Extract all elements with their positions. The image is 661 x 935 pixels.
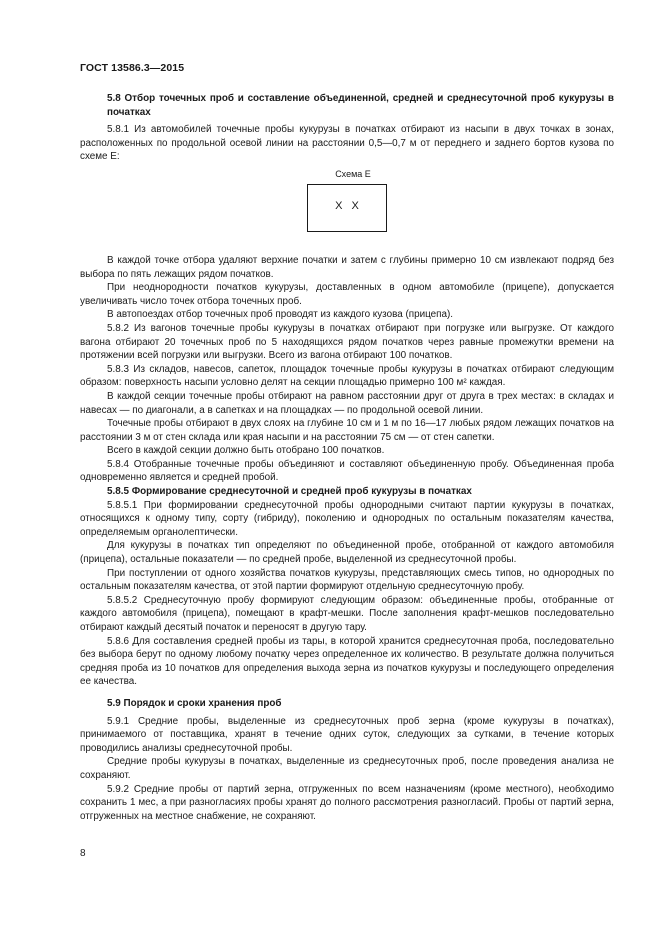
document-header: ГОСТ 13586.3—2015 [80, 62, 185, 74]
section-5-8-title: 5.8 Отбор точечных проб и составление объединенной, средней и среднесуточной проб кукурузы в початках [107, 93, 614, 118]
paragraph-5-8-5-1: 5.8.5.1 При формировании среднесуточной пробы однородными считают партии кукурузы в початках, относящихся к одному типу, сорту (гибриду), поколению и однородных по остальным показателям качества, определяемым органолептически. [80, 499, 614, 538]
paragraph-5-8-5-2: 5.8.5.2 Среднесуточную пробу формируют следующим образом: объединенные пробы, отобранные от каждого автомобиля (прицепа), помещают в крафт-мешки. После заполнения крафт-мешков последовательно отбирают каждый десятый початок и переносят в другую тару. [80, 594, 614, 633]
paragraph: Всего в каждой секции должно быть отобрано 100 початков. [107, 445, 385, 457]
paragraph-5-8-2: 5.8.2 Из вагонов точечные пробы кукурузы в початках отбирают при погрузке или выгрузке. От каждого вагона отбирают 20 точечных проб по 5 находящихся рядом початков через равные промежутки времени на протяжении всей погрузки или выгрузки. Всего из вагона отбирают 100 початков. [80, 322, 614, 362]
scheme-e [80, 168, 614, 246]
paragraph: В каждой секции точечные пробы отбирают на равном расстоянии друг от друга в трех местах: в складах и навесах — по диагонали, а в сапетках и на площадках — по продольной осевой линии. [80, 390, 614, 416]
paragraph: Для кукурузы в початках тип определяют по объединенной пробе, отобранной от каждого автомобиля (прицепа), остальные показатели — по средней пробе, выделенной из среднесуточной пробы. [80, 540, 614, 566]
paragraph-5-8-1: 5.8.1 Из автомобилей точечные пробы кукурузы в початках отбирают из насыпи в двух точках в зонах, расположенных по продольной осевой линии на расстоянии 0,5—0,7 м от переднего и заднего бортов кузова по схеме Е: [80, 124, 614, 163]
paragraph: Средние пробы кукурузы в початках, выделенные из среднесуточных проб, после проведения анализа не сохраняют. [80, 756, 614, 781]
paragraph-5-8-4: 5.8.4 Отобранные точечные пробы объединяют и составляют объединенную пробу. Объединенная проба одновременно является и средней пробой. [80, 458, 614, 484]
scheme-label: Схема Е [335, 168, 371, 179]
paragraph-5-9-2: 5.9.2 Средние пробы от партий зерна, отгруженных по всем назначениям (кроме местного), необходимо сохранить 1 мес, а при разногласиях пробы хранят до полного рассмотрения разногласий. Пробы от партий зерна, отгруженных на местное снабжение, не сохраняют. [80, 783, 614, 822]
paragraph: При неоднородности початков кукурузы, доставленных в одном автомобиле (прицепе), допускается увеличивать число точек отбора точечных проб. [80, 282, 614, 307]
paragraph: Точечные пробы отбирают в двух слоях на глубине 10 см и 1 м по 16—17 любых рядом лежащих початков на расстоянии 3 м от стен склада или края насыпи и на расстоянии 75 см — от стен сапетки. [80, 418, 614, 443]
paragraph-5-8-6: 5.8.6 Для составления средней пробы из тары, в которой хранится среднесуточная проба, последовательно без выбора берут по одному любому початку через определенное их количество. В результате должна получиться средняя проба из 10 початков для определения выхода зерна из початков кукурузы и последующего определения ее качества. [80, 635, 614, 688]
paragraph: В каждой точке отбора удаляют верхние початки и затем с глубины примерно 10 см извлекают подряд без выбора по пять лежащих рядом початков. [80, 254, 614, 280]
sampling-points: X X [335, 199, 359, 212]
section-5-9-title: 5.9 Порядок и сроки хранения проб [107, 697, 282, 709]
paragraph: В автопоездах отбор точечных проб проводят из каждого кузова (прицепа). [107, 309, 454, 321]
document-body [80, 92, 614, 823]
paragraph: При поступлении от одного хозяйства початков кукурузы, представляющих смесь типов, но однородных по остальным показателям качества, от этой партии формируют отдельную среднесуточную пробу. [80, 567, 614, 593]
truck-body-diagram [307, 184, 387, 232]
paragraph-5-9-1: 5.9.1 Средние пробы, выделенные из среднесуточных проб зерна (кроме кукурузы в початках), принимаемого от поставщика, хранят в течение одних суток, следующих за сутками, в течение которых проводились анализы среднесуточной пробы. [80, 715, 614, 754]
heading-5-8-5: 5.8.5 Формирование среднесуточной и средней проб кукурузы в початках [107, 486, 472, 498]
paragraph-5-8-3: 5.8.3 Из складов, навесов, сапеток, площадок точечные пробы кукурузы в початках отбирают следующим образом: поверхность насыпи условно делят на секции площадью примерно 100 м² каждая. [80, 363, 614, 389]
page-number: 8 [80, 848, 86, 859]
